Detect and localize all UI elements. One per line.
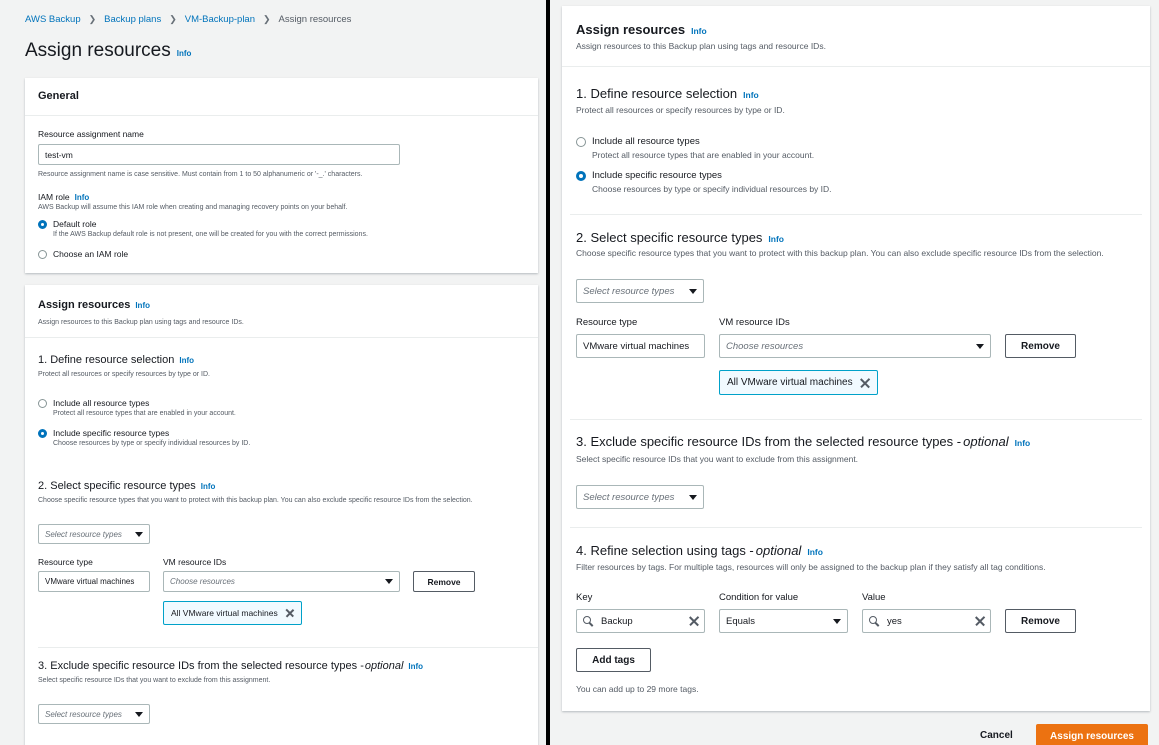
tag-key-value: Backup	[601, 615, 633, 627]
r-section1-title	[576, 86, 759, 101]
select-resource-types[interactable]	[38, 524, 150, 544]
chevron-right-icon: ❯	[88, 14, 97, 24]
r-desc: Assign resources to this Backup plan using tags and resource IDs.	[576, 41, 826, 51]
info-link[interactable]: Info	[135, 301, 150, 310]
close-icon[interactable]	[861, 378, 870, 387]
divider	[570, 214, 1142, 215]
r-section3-title	[576, 434, 1030, 449]
chevron-right-icon: ❯	[169, 14, 177, 24]
caret-down-icon	[689, 289, 697, 294]
r-exclude-select-placeholder: Select resource types	[583, 491, 675, 503]
caret-down-icon	[689, 495, 697, 500]
r-section3-title-text: 3. Exclude specific resource IDs from the selected resource types -	[576, 434, 962, 449]
info-link[interactable]: Info	[1014, 438, 1031, 448]
info-link[interactable]: Info	[74, 193, 90, 202]
r-vm-token	[719, 370, 878, 395]
r-section1-title-text: 1. Define resource selection	[576, 86, 738, 101]
assign-resources-submit-button[interactable]: Assign resources	[1036, 724, 1148, 745]
default-role-label: Default role	[53, 219, 97, 229]
r-title	[576, 22, 707, 37]
select-placeholder: Select resource types	[45, 529, 122, 539]
r-remove-button[interactable]: Remove	[1005, 334, 1076, 358]
section1-title-text: 1. Define resource selection	[38, 354, 175, 366]
choose-role-label: Choose an IAM role	[53, 249, 129, 259]
assign-title	[38, 299, 150, 311]
r-section2-title	[576, 230, 784, 245]
name-label: Resource assignment name	[38, 129, 144, 139]
value-label: Value	[862, 592, 886, 603]
assignment-name-input[interactable]: test-vm	[38, 144, 400, 165]
left-pane	[0, 0, 546, 745]
divider	[562, 66, 1150, 67]
info-link[interactable]: Info	[200, 482, 216, 491]
section3-title	[38, 660, 423, 672]
condition-select[interactable]	[719, 609, 848, 633]
close-icon[interactable]	[286, 609, 294, 617]
r-vm-ids-placeholder: Choose resources	[726, 340, 804, 352]
r-include-specific-label: Include specific resource types	[592, 170, 722, 181]
r-resource-type-field[interactable]: VMware virtual machines	[576, 334, 705, 358]
caret-down-icon	[135, 532, 143, 537]
section3-title-text: 3. Exclude specific resource IDs from the selected resource types -	[38, 660, 364, 672]
divider	[570, 419, 1142, 420]
include-specific-desc: Choose resources by type or specify individual resources by ID.	[53, 440, 251, 447]
vm-resource-ids-select[interactable]	[163, 571, 400, 592]
info-link[interactable]: Info	[408, 662, 424, 671]
r-vm-ids-label: VM resource IDs	[719, 317, 790, 328]
section2-title	[38, 480, 215, 492]
right-pane	[550, 0, 1159, 745]
exclude-select-resource-types[interactable]	[38, 704, 150, 724]
page-title-text: Assign resources	[25, 40, 171, 61]
r-section2-title-text: 2. Select specific resource types	[576, 230, 763, 245]
radio-selected-icon	[38, 220, 47, 229]
general-header	[25, 78, 538, 116]
breadcrumb-plan[interactable]: VM-Backup-plan	[184, 14, 255, 25]
resource-type-field[interactable]: VMware virtual machines	[38, 571, 150, 592]
include-specific-radio[interactable]	[38, 428, 250, 447]
default-role-desc: If the AWS Backup default role is not present, one will be created for you with the correct permissions.	[53, 231, 368, 238]
include-all-label: Include all resource types	[53, 398, 150, 408]
r-section4-desc: Filter resources by tags. For multiple tags, resources will only be assigned to the backup plan if they satisfy all tag conditions.	[576, 562, 1046, 572]
info-link[interactable]: Info	[176, 49, 192, 58]
radio-unselected-icon	[38, 399, 47, 408]
tag-value-value: yes	[887, 615, 902, 627]
vm-token-label: All VMware virtual machines	[171, 608, 278, 618]
r-section4-title-text: 4. Refine selection using tags -	[576, 543, 754, 558]
general-title: General	[38, 90, 79, 102]
condition-value: Equals	[726, 615, 756, 627]
caret-down-icon	[135, 712, 143, 717]
exclude-select-placeholder: Select resource types	[45, 709, 122, 719]
r-section2-desc: Choose specific resource types that you want to protect with this backup plan. You can also exclude specific resource IDs from the selection.	[576, 248, 1104, 258]
r-exclude-select-resource-types[interactable]	[576, 485, 704, 509]
iam-role-heading	[38, 192, 89, 202]
breadcrumb	[25, 14, 351, 25]
section2-desc: Choose specific resource types that you want to protect with this backup plan. You can also exclude specific resource IDs from the selection.	[38, 497, 473, 504]
info-link[interactable]: Info	[807, 547, 823, 557]
radio-unselected-icon	[38, 250, 47, 259]
info-link[interactable]: Info	[179, 356, 195, 365]
r-vm-token-label: All VMware virtual machines	[727, 377, 853, 388]
divider	[38, 647, 538, 648]
r-include-specific-radio[interactable]	[576, 170, 832, 194]
tag-remove-button[interactable]: Remove	[1005, 609, 1076, 633]
resource-type-label: Resource type	[38, 557, 93, 567]
assign-resources-card	[25, 285, 538, 745]
r-section3-optional: optional	[963, 434, 1009, 449]
radio-unselected-icon	[576, 137, 586, 147]
r-include-all-radio[interactable]	[576, 136, 814, 160]
breadcrumb-current: Assign resources	[278, 14, 352, 25]
tag-value-input[interactable]	[862, 609, 991, 633]
iam-role-label: IAM role	[38, 192, 70, 202]
r-include-all-desc: Protect all resource types that are enabled in your account.	[592, 150, 815, 160]
section1-title	[38, 354, 194, 366]
radio-selected-icon	[576, 171, 586, 181]
add-tags-button[interactable]: Add tags	[576, 648, 651, 672]
caret-down-icon	[976, 344, 984, 349]
search-icon	[869, 616, 879, 626]
general-card	[25, 78, 538, 273]
breadcrumb-backup-plans[interactable]: Backup plans	[104, 14, 162, 25]
iam-role-desc: AWS Backup will assume this IAM role when creating and managing recovery points on your behalf.	[38, 204, 348, 211]
page-title	[25, 40, 191, 62]
r-include-specific-desc: Choose resources by type or specify individual resources by ID.	[592, 184, 832, 194]
include-specific-label: Include specific resource types	[53, 428, 170, 438]
assign-title-text: Assign resources	[38, 299, 131, 311]
r-select-placeholder: Select resource types	[583, 285, 675, 297]
tags-hint: You can add up to 29 more tags.	[576, 684, 699, 694]
include-all-desc: Protect all resource types that are enabled in your account.	[53, 410, 236, 417]
clear-icon[interactable]	[689, 617, 698, 626]
r-select-resource-types[interactable]	[576, 279, 704, 303]
section3-desc: Select specific resource IDs that you want to exclude from this assignment.	[38, 677, 271, 684]
info-link[interactable]: Info	[691, 26, 707, 36]
r-section3-desc: Select specific resource IDs that you want to exclude from this assignment.	[576, 454, 859, 464]
cancel-button[interactable]: Cancel	[980, 730, 1013, 741]
caret-down-icon	[385, 579, 393, 584]
tag-key-input[interactable]	[576, 609, 705, 633]
section3-optional: optional	[364, 660, 404, 672]
vm-token	[163, 601, 302, 625]
r-include-all-label: Include all resource types	[592, 136, 700, 147]
vm-ids-placeholder: Choose resources	[170, 577, 235, 586]
divider	[25, 337, 538, 338]
info-link[interactable]: Info	[743, 90, 759, 100]
clear-icon[interactable]	[975, 617, 984, 626]
r-section4-optional: optional	[755, 543, 802, 558]
vm-ids-label: VM resource IDs	[163, 557, 227, 567]
caret-down-icon	[833, 619, 841, 624]
r-title-text: Assign resources	[576, 22, 686, 37]
radio-selected-icon	[38, 429, 47, 438]
remove-button[interactable]: Remove	[413, 571, 475, 592]
assign-desc: Assign resources to this Backup plan using tags and resource IDs.	[38, 319, 244, 326]
assign-resources-card-zoomed	[562, 6, 1150, 711]
default-role-radio[interactable]	[38, 219, 368, 238]
r-vm-resource-ids-select[interactable]	[719, 334, 991, 358]
section2-title-text: 2. Select specific resource types	[38, 480, 196, 492]
include-all-radio[interactable]	[38, 398, 236, 417]
r-section4-title	[576, 543, 823, 558]
divider	[570, 527, 1142, 528]
condition-label: Condition for value	[719, 592, 799, 603]
r-resource-type-label: Resource type	[576, 317, 638, 328]
key-label: Key	[576, 592, 593, 603]
section1-desc: Protect all resources or specify resources by type or ID.	[38, 371, 210, 378]
breadcrumb-aws-backup[interactable]: AWS Backup	[25, 14, 81, 25]
search-icon	[583, 616, 593, 626]
name-hint: Resource assignment name is case sensitive. Must contain from 1 to 50 alphanumeric or '-_.' characters.	[38, 171, 363, 178]
info-link[interactable]: Info	[768, 234, 784, 244]
choose-role-radio[interactable]	[38, 249, 128, 259]
r-section1-desc: Protect all resources or specify resources by type or ID.	[576, 105, 785, 115]
chevron-right-icon: ❯	[263, 14, 271, 24]
